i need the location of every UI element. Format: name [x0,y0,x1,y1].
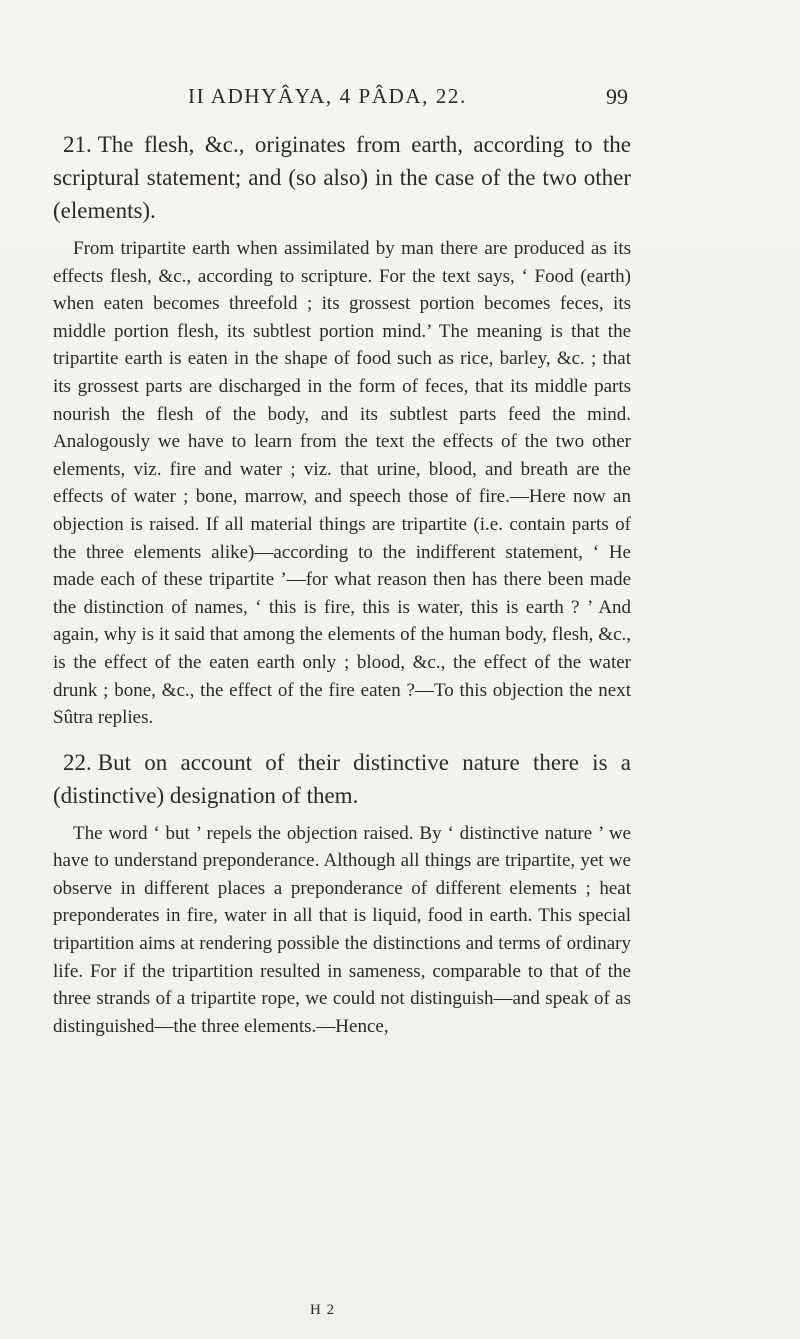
running-head [0,84,800,108]
page-number: 99 [606,84,628,109]
sutra-number: 22. [63,749,92,775]
commentary-22: The word ‘ but ’ repels the objection raised. By ‘ distinctive nature ’ we have to understand preponderance. Although all things are tripartite, yet we observe in different places a preponderance of different elements ; heat preponderates in fire, water in all that is liquid, food in earth. This special tripartition aims at rendering possible the distinctions and terms of ordinary life. For if the tripartition resulted in sameness, comparable to that of the three strands of a tripartite rope, we could not distinguish—and speak of as distinguished—the three elements.—Hence, [53,822,631,1037]
sutra-text: But on account of their distinctive nature there is a (distinctive) designation of them. [53,749,631,808]
running-title: II ADHYÂYA, 4 PÂDA, 22. [188,84,467,108]
sutra-number: 21. [63,132,92,157]
sutra-21 [53,128,631,227]
commentary-21: From tripartite earth when assimilated by man there are produced as its effects flesh, &c., according to scripture. For the text says, ‘ Food (earth) when eaten becomes threefold ; its grossest portion becomes feces, its middle portion flesh, its subtlest portion mind.’ The meaning is that the tripartite earth is eaten in the shape of food such as rice, barley, &c. ; that its grossest parts are discharged in the form of feces, that its middle parts nourish the flesh of the body, and its subtlest parts feed the mind. Analogously we have to learn from the text the effects of the two other elements, viz. fire and water ; viz. that urine, blood, and breath are the effects of water ; bone, marrow, and speech those of fire.—Here now an objection is raised. If all material things are tripartite (i.e. contain parts of the three elements alike)—according to the indifferent statement, ‘ He made each of these tripartite ’—for what reason then has there been made the distinction of names, ‘ this is fire, this is water, this is earth ? ’ And again, why is it said that among the elements of the human body, flesh, &c., is the effect of the eaten earth only ; blood, &c., the effect of the water drunk ; bone, &c., the effect of the fire eaten ?—To this objection the next Sûtra replies. [53,238,631,729]
signature-mark: H 2 [310,1302,336,1318]
page-body [53,128,631,1040]
sutra-22 [53,746,631,812]
sutra-text: The flesh, &c., originates from earth, according to the scriptural statement; and (so also) in the case of the two other (elements). [53,132,631,223]
